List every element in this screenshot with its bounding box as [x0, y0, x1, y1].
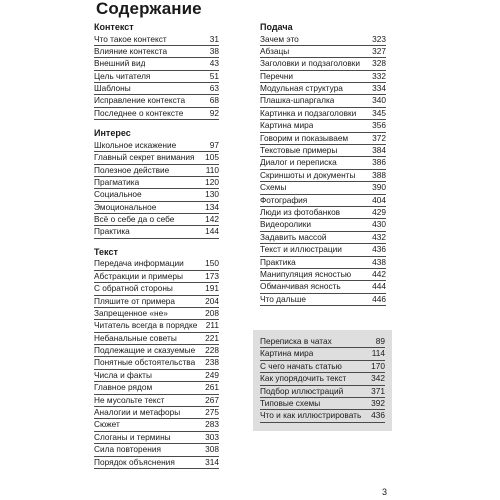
- toc-entry-page: 436: [372, 244, 386, 255]
- toc-entry-title: Что дальше: [260, 293, 307, 304]
- toc-entry-title: Социальное: [94, 189, 142, 200]
- toc-entry: [260, 269, 386, 281]
- toc-entry: [94, 34, 219, 46]
- toc-entry: [260, 257, 386, 269]
- toc-entry-title: Практика: [94, 226, 130, 237]
- toc-entry-page: 303: [205, 431, 219, 442]
- toc-entry-title: Как упорядочить текст: [260, 373, 347, 384]
- toc-entry-page: 384: [372, 145, 386, 156]
- toc-entry-title: Цель читателя: [94, 70, 151, 81]
- toc-entry-title: Плашка-шпаргалка: [260, 95, 335, 106]
- toc-entry-page: 68: [209, 95, 219, 106]
- toc-entry-page: 63: [209, 83, 219, 94]
- toc-entry: [94, 296, 219, 308]
- toc-entry-title: Видеоролики: [260, 219, 312, 230]
- toc-entry: [94, 83, 219, 95]
- toc-entry-title: Читатель всегда в порядке: [94, 320, 198, 331]
- toc-entry: [260, 294, 386, 306]
- toc-entry-title: Текстовые примеры: [260, 145, 338, 156]
- toc-entry-page: 356: [372, 120, 386, 131]
- toc-entry-page: 110: [205, 164, 219, 175]
- toc-entry-title: Диалог и переписка: [260, 157, 337, 168]
- toc-entry-page: 446: [372, 293, 386, 304]
- toc-entry: [260, 58, 386, 70]
- toc-entry-title: Подбор иллюстраций: [260, 385, 344, 396]
- toc-entry: [260, 95, 386, 107]
- toc-entry: [260, 120, 386, 132]
- toc-entry-title: Влияние контекста: [94, 45, 168, 56]
- toc-entry: [260, 386, 385, 398]
- toc-entry-page: 275: [205, 407, 219, 418]
- section-heading: Контекст: [94, 22, 134, 32]
- toc-entry-page: 436: [371, 410, 385, 421]
- toc-entry-page: 130: [205, 189, 219, 200]
- section-heading: Интерес: [94, 128, 131, 139]
- toc-entry: [260, 398, 385, 410]
- toc-entry-page: 173: [205, 270, 219, 281]
- toc-entry: [94, 308, 219, 320]
- toc-entry: [94, 214, 219, 226]
- toc-entry-title: Полезное действие: [94, 164, 170, 175]
- toc-entry-title: Что и как иллюстрировать: [260, 410, 362, 421]
- section-gap: [94, 239, 219, 247]
- toc-entry-title: Главный секрет внимания: [94, 152, 195, 163]
- section-gap: [94, 120, 219, 128]
- toc-entry: [94, 283, 219, 295]
- toc-entry: [260, 232, 386, 244]
- toc-entry-page: 170: [371, 360, 385, 371]
- toc-entry-page: 249: [205, 369, 219, 380]
- toc-entry-page: 238: [205, 357, 219, 368]
- toc-entry: [94, 226, 219, 238]
- toc-entry-page: 283: [205, 419, 219, 430]
- toc-entry-title: Схемы: [260, 182, 287, 193]
- toc-entry-title: Не мусольте текст: [94, 394, 165, 405]
- toc-entry: [94, 345, 219, 357]
- toc-entry: [94, 140, 219, 152]
- toc-entry-title: Последнее о контексте: [94, 107, 184, 118]
- toc-entry: [94, 432, 219, 444]
- toc-entry-page: 345: [372, 107, 386, 118]
- toc-entry: [94, 165, 219, 177]
- toc-entry-title: Понятные обстоятельства: [94, 357, 196, 368]
- toc-entry: [260, 244, 386, 256]
- toc-entry: [94, 152, 219, 164]
- toc-entry: [94, 357, 219, 369]
- toc-entry: [260, 373, 385, 385]
- toc-entry-title: Перечни: [260, 70, 294, 81]
- toc-entry-page: 340: [372, 95, 386, 106]
- toc-entry: [260, 170, 386, 182]
- toc-entry-title: Обманчивая ясность: [260, 281, 341, 292]
- toc-entry: [260, 157, 386, 169]
- toc-entry-page: 371: [371, 385, 385, 396]
- toc-entry-page: 114: [371, 348, 385, 359]
- toc-entry-page: 150: [205, 258, 219, 269]
- toc-entry-title: Практика: [260, 256, 296, 267]
- toc-entry: [94, 444, 219, 456]
- toc-entry-title: Шаблоны: [94, 83, 131, 94]
- toc-entry-title: Числа и факты: [94, 369, 152, 380]
- toc-entry: [94, 382, 219, 394]
- toc-entry: [94, 189, 219, 201]
- toc-entry-page: 120: [205, 176, 219, 187]
- toc-entry-page: 392: [371, 397, 385, 408]
- toc-entry: [260, 108, 386, 120]
- toc-entry: [260, 145, 386, 157]
- toc-entry-title: Запрещенное «не»: [94, 307, 168, 318]
- toc-entry-page: 432: [372, 231, 386, 242]
- toc-entry-title: Подлежащие и сказуемые: [94, 345, 196, 356]
- toc-entry: [94, 108, 219, 120]
- toc-entry: [94, 258, 219, 270]
- toc-entry-title: Исправление контекста: [94, 95, 186, 106]
- page-title: Содержание: [96, 0, 202, 18]
- toc-entry-title: Картина мира: [260, 120, 314, 131]
- toc-entry-title: Заголовки и подзаголовки: [260, 58, 361, 69]
- toc-entry-title: Аналогии и метафоры: [94, 407, 181, 418]
- toc-entry-page: 105: [205, 152, 219, 163]
- toc-entry: [94, 395, 219, 407]
- toc-entry-title: Модульная структура: [260, 83, 343, 94]
- toc-entry-page: 332: [372, 70, 386, 81]
- toc-entry-page: 429: [372, 206, 386, 217]
- toc-entry-title: Манипуляция ясностью: [260, 268, 352, 279]
- section-heading: Подача: [260, 22, 293, 32]
- toc-entry-page: 323: [372, 33, 386, 44]
- toc-entry-title: Что такое контекст: [94, 33, 167, 44]
- toc-entry-title: Всё о себе да о себе: [94, 214, 175, 225]
- toc-entry: [94, 202, 219, 214]
- toc-entry-page: 314: [205, 456, 219, 467]
- toc-entry: [260, 281, 386, 293]
- toc-entry-title: Задавить массой: [260, 231, 327, 242]
- page-number: 3: [382, 487, 388, 497]
- toc-entry-title: Сюжет: [94, 419, 120, 430]
- toc-entry-title: Картинка и подзаголовки: [260, 107, 357, 118]
- toc-entry-title: Люди из фотобанков: [260, 206, 341, 217]
- toc-entry: [260, 182, 386, 194]
- toc-entry-page: 134: [205, 201, 219, 212]
- toc-entry-title: Картина мира: [260, 348, 314, 359]
- toc-entry-page: 267: [205, 394, 219, 405]
- toc-entry: [94, 370, 219, 382]
- toc-entry: [94, 320, 219, 332]
- toc-entry-title: Небанальные советы: [94, 332, 177, 343]
- toc-entry: [94, 71, 219, 83]
- toc-entry-page: 211: [205, 320, 219, 331]
- toc-left-column: [94, 22, 219, 469]
- toc-entry: [260, 361, 385, 373]
- toc-entry-title: Абстракции и примеры: [94, 270, 183, 281]
- toc-entry-page: 31: [209, 33, 219, 44]
- toc-entry-page: 328: [372, 58, 386, 69]
- toc-entry-title: Внешний вид: [94, 58, 146, 69]
- toc-entry-page: 442: [372, 268, 386, 279]
- toc-entry-page: 89: [375, 336, 385, 346]
- toc-entry-page: 327: [372, 45, 386, 56]
- toc-entry: [260, 34, 386, 46]
- toc-right-column: [260, 22, 386, 306]
- toc-entry-title: Слоганы и термины: [94, 431, 171, 442]
- toc-entry-title: Фотография: [260, 194, 308, 205]
- toc-entry: [260, 83, 386, 95]
- toc-entry: [94, 333, 219, 345]
- toc-entry: [94, 46, 219, 58]
- toc-entry-title: Эмоциональное: [94, 201, 157, 212]
- toc-entry-title: Переписка в чатах: [260, 336, 332, 346]
- toc-entry-page: 92: [209, 107, 219, 118]
- toc-entry-page: 390: [372, 182, 386, 193]
- toc-entry-page: 404: [372, 194, 386, 205]
- toc-entry: [94, 271, 219, 283]
- toc-entry: [260, 133, 386, 145]
- toc-entry-page: 372: [372, 132, 386, 143]
- toc-entry: [260, 195, 386, 207]
- toc-entry-title: Абзацы: [260, 45, 290, 56]
- toc-entry-page: 308: [205, 444, 219, 455]
- section-heading: Текст: [94, 246, 118, 257]
- toc-entry: [260, 46, 386, 58]
- toc-entry-title: Прагматика: [94, 176, 140, 187]
- toc-entry-title: Порядок объяснения: [94, 456, 175, 467]
- toc-entry-title: С обратной стороны: [94, 283, 173, 294]
- toc-entry-title: Типовые схемы: [260, 397, 321, 408]
- toc-entry-title: Скриншоты и документы: [260, 169, 356, 180]
- toc-entry-page: 208: [205, 307, 219, 318]
- toc-entry: [94, 95, 219, 107]
- toc-entry-title: Зачем это: [260, 33, 299, 44]
- toc-entry-page: 228: [205, 345, 219, 356]
- extra-materials-box: [253, 330, 392, 431]
- toc-entry-page: 444: [372, 281, 386, 292]
- toc-entry-page: 97: [209, 139, 219, 150]
- toc-entry: [94, 177, 219, 189]
- toc-entry-page: 386: [372, 157, 386, 168]
- toc-entry-title: Говорим и показываем: [260, 132, 349, 143]
- toc-entry-title: Текст и иллюстрации: [260, 244, 342, 255]
- toc-entry-title: Школьное искажение: [94, 139, 177, 150]
- toc-entry-page: 43: [209, 58, 219, 69]
- toc-entry: [260, 410, 385, 422]
- toc-entry-page: 388: [372, 169, 386, 180]
- toc-entry-page: 191: [205, 283, 219, 294]
- toc-entry-title: Передача информации: [94, 258, 184, 269]
- toc-entry-title: Пляшите от примера: [94, 295, 176, 306]
- toc-entry-page: 221: [205, 332, 219, 343]
- toc-entry: [260, 207, 386, 219]
- toc-entry: [94, 419, 219, 431]
- toc-entry-page: 430: [372, 219, 386, 230]
- toc-entry-page: 142: [205, 214, 219, 225]
- toc-entry-page: 144: [205, 226, 219, 237]
- toc-entry: [94, 457, 219, 469]
- toc-entry-page: 204: [205, 295, 219, 306]
- toc-entry: [94, 58, 219, 70]
- toc-entry-title: Сила повторения: [94, 444, 161, 455]
- toc-entry: [94, 407, 219, 419]
- toc-entry-page: 334: [372, 83, 386, 94]
- toc-entry-page: 51: [209, 70, 219, 81]
- extra-materials-list: [260, 336, 385, 423]
- toc-entry: [260, 219, 386, 231]
- toc-entry-page: 342: [371, 373, 385, 384]
- toc-entry: [260, 336, 385, 348]
- toc-entry-title: С чего начать статью: [260, 360, 342, 371]
- toc-entry-page: 438: [372, 256, 386, 267]
- toc-entry-page: 38: [209, 45, 219, 56]
- toc-entry: [260, 71, 386, 83]
- toc-entry: [260, 348, 385, 360]
- toc-entry-title: Главное рядом: [94, 382, 153, 393]
- toc-entry-page: 261: [205, 382, 219, 393]
